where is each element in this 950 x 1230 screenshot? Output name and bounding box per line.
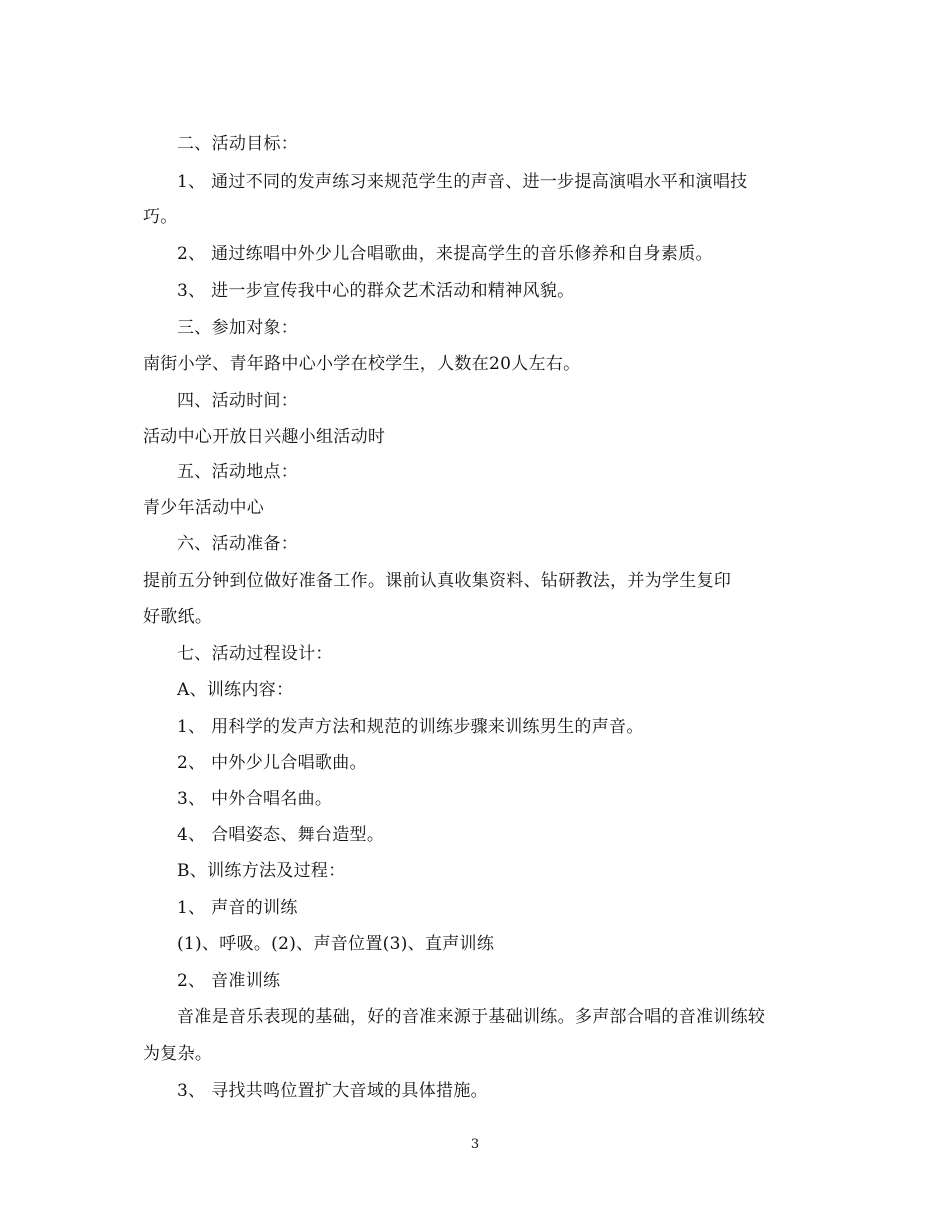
list-item: 4、 合唱姿态、舞台造型。 [177, 825, 385, 845]
heading-activity-location: 五、活动地点： [177, 462, 299, 482]
paragraph-line: (1)、呼吸。(2)、声音位置(3)、直声训练 [177, 934, 495, 954]
list-item: 3、 寻找共鸣位置扩大音域的具体措施。 [177, 1081, 488, 1101]
heading-activity-time: 四、活动时间： [177, 391, 299, 411]
subheading-training-content: A、训练内容： [177, 680, 294, 700]
list-item: 1、 声音的训练 [177, 898, 298, 918]
heading-process-design: 七、活动过程设计： [177, 644, 333, 664]
list-item: 3、 中外合唱名曲。 [177, 789, 333, 809]
heading-participants: 三、参加对象： [177, 318, 299, 338]
list-item: 1、 用科学的发声方法和规范的训练步骤来训练男生的声音。 [177, 717, 644, 737]
paragraph-line: 为复杂。 [143, 1044, 213, 1064]
paragraph-line: 活动中心开放日兴趣小组活动时 [143, 427, 386, 447]
heading-activity-goals: 二、活动目标： [177, 134, 299, 154]
paragraph-line: 南街小学、青年路中心小学在校学生，人数在20人左右。 [143, 354, 581, 374]
heading-activity-preparation: 六、活动准备： [177, 534, 299, 554]
page-number: 3 [470, 1137, 480, 1152]
paragraph-line: 音准是音乐表现的基础，好的音准来源于基础训练。多声部合唱的音准训练较 [177, 1007, 766, 1027]
list-item: 2、 中外少儿合唱歌曲。 [177, 753, 367, 773]
subheading-training-method: B、训练方法及过程： [177, 861, 346, 881]
list-item: 2、 音准训练 [177, 971, 281, 991]
paragraph-line: 2、 通过练唱中外少儿合唱歌曲，来提高学生的音乐修养和自身素质。 [177, 244, 713, 264]
paragraph-line: 1、 通过不同的发声练习来规范学生的声音、进一步提高演唱水平和演唱技 [177, 172, 748, 192]
paragraph-line: 提前五分钟到位做好准备工作。课前认真收集资料、钻研教法，并为学生复印 [143, 571, 732, 591]
paragraph-line: 3、 进一步宣传我中心的群众艺术活动和精神风貌。 [177, 281, 575, 301]
paragraph-line: 好歌纸。 [143, 607, 213, 627]
paragraph-line: 巧。 [143, 207, 178, 227]
paragraph-line: 青少年活动中心 [143, 498, 265, 518]
